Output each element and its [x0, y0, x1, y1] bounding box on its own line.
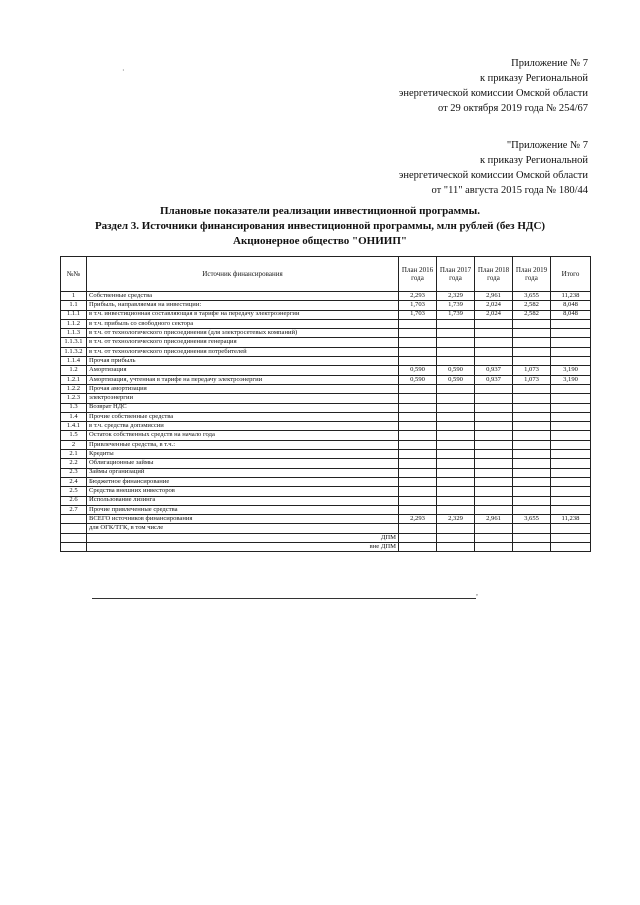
row-plan-2018 — [475, 394, 513, 403]
row-number: 1.2.3 — [61, 394, 87, 403]
row-total: 11,238 — [551, 515, 591, 524]
row-plan-2016 — [399, 431, 437, 440]
row-source-name: Кредиты — [87, 450, 399, 459]
row-plan-2018 — [475, 459, 513, 468]
row-plan-2019 — [513, 422, 551, 431]
scan-speck: , — [476, 588, 478, 597]
row-plan-2019 — [513, 338, 551, 347]
row-plan-2017 — [437, 440, 475, 449]
table-row — [61, 338, 591, 347]
row-plan-2017: 0,590 — [437, 366, 475, 375]
table-row — [61, 543, 591, 552]
row-plan-2016 — [399, 496, 437, 505]
header-line: к приказу Региональной — [479, 155, 588, 166]
row-plan-2017: 2,329 — [437, 292, 475, 301]
row-number: 1.5 — [61, 431, 87, 440]
header-line: от 29 октября 2019 года № 254/67 — [437, 103, 588, 114]
row-number: 1.1.1 — [61, 310, 87, 319]
section-title: Раздел 3. Источники финансирования инвестиционной программы, млн рублей (без НДС) — [94, 220, 546, 232]
row-plan-2017 — [437, 450, 475, 459]
row-plan-2019 — [513, 496, 551, 505]
row-plan-2019 — [513, 459, 551, 468]
row-plan-2018 — [475, 338, 513, 347]
row-source-name: Прибыль, направляемая на инвестиции: — [87, 301, 399, 310]
row-plan-2017 — [437, 543, 475, 552]
row-plan-2018 — [475, 347, 513, 356]
row-total: 11,238 — [551, 292, 591, 301]
row-plan-2017 — [437, 412, 475, 421]
row-plan-2016: 0,590 — [399, 375, 437, 384]
col-header-plan-2017: План 2017 года — [437, 257, 475, 292]
col-header-plan-2018: План 2018 года — [475, 257, 513, 292]
row-plan-2019 — [513, 319, 551, 328]
row-plan-2016 — [399, 422, 437, 431]
row-number: 2.4 — [61, 477, 87, 486]
table-row — [61, 496, 591, 505]
row-source-name: Остаток собственных средств на начало года — [87, 431, 399, 440]
row-plan-2018 — [475, 496, 513, 505]
row-plan-2018 — [475, 505, 513, 514]
row-source-name: в т.ч. от технологического присоединения (для электросетевых компаний) — [87, 329, 399, 338]
row-total — [551, 533, 591, 542]
row-plan-2018 — [475, 524, 513, 533]
row-plan-2019 — [513, 412, 551, 421]
row-number: 1.1.2 — [61, 319, 87, 328]
header-line: от "11" августа 2015 года № 180/44 — [431, 185, 588, 196]
table-row — [61, 422, 591, 431]
table-row — [61, 375, 591, 384]
row-plan-2017 — [437, 505, 475, 514]
table-row — [61, 468, 591, 477]
row-total: 8,048 — [551, 310, 591, 319]
row-total — [551, 440, 591, 449]
appendix-header-current — [399, 56, 588, 116]
col-header-plan-2016: План 2016 года — [399, 257, 437, 292]
row-source-name: Амортизация — [87, 366, 399, 375]
table-row — [61, 329, 591, 338]
row-total — [551, 394, 591, 403]
table-row — [61, 412, 591, 421]
row-source-name: электроэнергии — [87, 394, 399, 403]
row-plan-2016 — [399, 347, 437, 356]
row-plan-2017 — [437, 431, 475, 440]
row-number: 1.1.3.2 — [61, 347, 87, 356]
row-number: 1.4 — [61, 412, 87, 421]
row-plan-2017: 2,329 — [437, 515, 475, 524]
table-row — [61, 357, 591, 366]
row-number: 2.2 — [61, 459, 87, 468]
row-plan-2017 — [437, 384, 475, 393]
row-plan-2019 — [513, 524, 551, 533]
row-number: 1.2.1 — [61, 375, 87, 384]
row-plan-2017 — [437, 496, 475, 505]
row-plan-2016 — [399, 468, 437, 477]
row-plan-2016 — [399, 338, 437, 347]
row-number — [61, 524, 87, 533]
row-number: 1.1.3.1 — [61, 338, 87, 347]
company-name: Акционерное общество "ОНИИП" — [233, 235, 407, 247]
row-plan-2017 — [437, 422, 475, 431]
row-plan-2018 — [475, 533, 513, 542]
row-plan-2018: 0,937 — [475, 375, 513, 384]
row-plan-2017 — [437, 319, 475, 328]
row-total — [551, 459, 591, 468]
row-plan-2016 — [399, 319, 437, 328]
row-source-name: Прочая амортизация — [87, 384, 399, 393]
header-line: "Приложение № 7 — [506, 140, 588, 151]
table-row — [61, 524, 591, 533]
row-plan-2019 — [513, 347, 551, 356]
row-number: 2.1 — [61, 450, 87, 459]
row-source-name: для ОГК/ТГК, в том числе — [87, 524, 399, 533]
row-plan-2018 — [475, 477, 513, 486]
row-source-name: в т.ч. прибыль со свободного сектора — [87, 319, 399, 328]
row-plan-2016 — [399, 384, 437, 393]
table-row — [61, 366, 591, 375]
row-plan-2019: 3,655 — [513, 292, 551, 301]
row-number: 2.7 — [61, 505, 87, 514]
row-plan-2018 — [475, 450, 513, 459]
row-source-name: Амортизация, учтенная в тарифе на передачу электроэнергии — [87, 375, 399, 384]
row-plan-2018 — [475, 422, 513, 431]
col-header-total: Итого — [551, 257, 591, 292]
row-plan-2019 — [513, 329, 551, 338]
row-number: 1.1.3 — [61, 329, 87, 338]
row-plan-2017 — [437, 468, 475, 477]
table-row — [61, 431, 591, 440]
row-plan-2018 — [475, 543, 513, 552]
row-source-name: Займы организаций — [87, 468, 399, 477]
row-total — [551, 431, 591, 440]
row-total: 3,190 — [551, 366, 591, 375]
header-line: к приказу Региональной — [479, 73, 588, 84]
row-plan-2018 — [475, 403, 513, 412]
row-total — [551, 505, 591, 514]
row-plan-2016 — [399, 459, 437, 468]
row-total — [551, 338, 591, 347]
row-plan-2019: 1,073 — [513, 375, 551, 384]
row-total — [551, 319, 591, 328]
row-plan-2016: 1,703 — [399, 301, 437, 310]
row-plan-2017 — [437, 477, 475, 486]
row-number: 1.2 — [61, 366, 87, 375]
row-plan-2019: 2,582 — [513, 310, 551, 319]
row-plan-2018 — [475, 468, 513, 477]
row-number: 2 — [61, 440, 87, 449]
row-plan-2016: 2,293 — [399, 292, 437, 301]
row-number: 1.1.4 — [61, 357, 87, 366]
row-total — [551, 422, 591, 431]
row-plan-2017 — [437, 338, 475, 347]
table-row — [61, 292, 591, 301]
row-total — [551, 412, 591, 421]
table-row — [61, 310, 591, 319]
row-plan-2019: 2,582 — [513, 301, 551, 310]
row-plan-2019 — [513, 440, 551, 449]
row-total — [551, 468, 591, 477]
row-plan-2016 — [399, 543, 437, 552]
row-plan-2019 — [513, 477, 551, 486]
col-header-number: №№ — [61, 257, 87, 292]
row-plan-2019 — [513, 450, 551, 459]
table-row — [61, 384, 591, 393]
table-row — [61, 394, 591, 403]
row-number — [61, 543, 87, 552]
row-plan-2019 — [513, 394, 551, 403]
col-header-plan-2019: План 2019 года — [513, 257, 551, 292]
row-total: 8,048 — [551, 301, 591, 310]
row-plan-2016: 2,293 — [399, 515, 437, 524]
table-row — [61, 505, 591, 514]
row-plan-2016 — [399, 505, 437, 514]
row-source-name: Прочая прибыль — [87, 357, 399, 366]
row-plan-2018 — [475, 487, 513, 496]
row-source-name: Использование лизинга — [87, 496, 399, 505]
row-plan-2018 — [475, 319, 513, 328]
row-source-name: Средства внешних инвесторов — [87, 487, 399, 496]
row-number: 2.6 — [61, 496, 87, 505]
row-number — [61, 533, 87, 542]
row-source-name: в т.ч. от технологического присоединения генерация — [87, 338, 399, 347]
row-total: 3,190 — [551, 375, 591, 384]
row-plan-2019 — [513, 384, 551, 393]
row-plan-2018 — [475, 329, 513, 338]
row-plan-2017 — [437, 329, 475, 338]
table-row — [61, 301, 591, 310]
row-plan-2019: 3,655 — [513, 515, 551, 524]
row-plan-2019 — [513, 533, 551, 542]
row-plan-2016 — [399, 533, 437, 542]
header-line: энергетической комиссии Омской области — [398, 170, 588, 181]
row-total — [551, 347, 591, 356]
row-plan-2017 — [437, 533, 475, 542]
row-source-name: Прочие привлеченные средства — [87, 505, 399, 514]
row-source-name: Привлеченные средства, в т.ч.: — [87, 440, 399, 449]
row-plan-2016: 0,590 — [399, 366, 437, 375]
signature-line — [92, 598, 476, 599]
row-plan-2018 — [475, 440, 513, 449]
row-plan-2016 — [399, 440, 437, 449]
row-plan-2019 — [513, 403, 551, 412]
table-body — [61, 292, 591, 552]
row-plan-2016: 1,703 — [399, 310, 437, 319]
row-number: 1.2.2 — [61, 384, 87, 393]
table-row — [61, 533, 591, 542]
row-plan-2019 — [513, 357, 551, 366]
table-row — [61, 487, 591, 496]
document-title: Плановые показатели реализации инвестиционной программы. — [159, 205, 481, 217]
scan-speck: · — [122, 66, 125, 75]
row-plan-2016 — [399, 450, 437, 459]
row-plan-2018: 2,961 — [475, 292, 513, 301]
row-number: 2.5 — [61, 487, 87, 496]
row-source-name: Возврат НДС — [87, 403, 399, 412]
row-source-name: Облигационные займы — [87, 459, 399, 468]
row-total — [551, 450, 591, 459]
row-plan-2018 — [475, 412, 513, 421]
row-plan-2017 — [437, 403, 475, 412]
table-row — [61, 450, 591, 459]
row-plan-2018 — [475, 357, 513, 366]
row-source-name: в т.ч. средства допэмиссии — [87, 422, 399, 431]
table-row — [61, 403, 591, 412]
row-plan-2019: 1,073 — [513, 366, 551, 375]
row-plan-2018: 2,961 — [475, 515, 513, 524]
row-plan-2019 — [513, 487, 551, 496]
row-total — [551, 477, 591, 486]
row-source-name: вне ДПМ — [87, 543, 399, 552]
row-plan-2016 — [399, 394, 437, 403]
row-plan-2016 — [399, 329, 437, 338]
col-header-source: Источник финансирования — [87, 257, 399, 292]
row-total — [551, 329, 591, 338]
row-plan-2017 — [437, 459, 475, 468]
row-source-name: Прочие собственные средства — [87, 412, 399, 421]
row-plan-2017: 1,739 — [437, 310, 475, 319]
row-total — [551, 384, 591, 393]
row-plan-2017: 1,739 — [437, 301, 475, 310]
table-row — [61, 515, 591, 524]
row-plan-2018: 0,937 — [475, 366, 513, 375]
row-number: 1.1 — [61, 301, 87, 310]
row-plan-2018: 2,024 — [475, 301, 513, 310]
row-source-name: в т.ч. от технологического присоединения потребителей — [87, 347, 399, 356]
row-source-name: в т.ч. инвестиционная составляющая в тарифе на передачу электроэнергии — [87, 310, 399, 319]
row-total — [551, 487, 591, 496]
row-total — [551, 543, 591, 552]
row-plan-2016 — [399, 412, 437, 421]
table-row — [61, 319, 591, 328]
row-plan-2017 — [437, 357, 475, 366]
row-number: 1.4.1 — [61, 422, 87, 431]
header-line: энергетической комиссии Омской области — [398, 88, 588, 99]
row-plan-2017 — [437, 524, 475, 533]
row-plan-2017 — [437, 487, 475, 496]
row-total — [551, 524, 591, 533]
row-number: 1.3 — [61, 403, 87, 412]
table-row — [61, 347, 591, 356]
table-header-row — [61, 257, 591, 292]
row-source-name: Бюджетное финансирование — [87, 477, 399, 486]
row-plan-2018: 2,024 — [475, 310, 513, 319]
row-plan-2016 — [399, 403, 437, 412]
row-plan-2017 — [437, 394, 475, 403]
row-number — [61, 515, 87, 524]
row-source-name: Собственные средства — [87, 292, 399, 301]
financing-sources-table — [60, 256, 591, 552]
row-plan-2016 — [399, 357, 437, 366]
row-number: 1 — [61, 292, 87, 301]
row-plan-2017 — [437, 347, 475, 356]
row-total — [551, 357, 591, 366]
row-source-name: ДПМ — [87, 533, 399, 542]
row-number: 2.3 — [61, 468, 87, 477]
row-source-name: ВСЕГО источников финансирования — [87, 515, 399, 524]
row-total — [551, 496, 591, 505]
row-plan-2016 — [399, 487, 437, 496]
row-plan-2017: 0,590 — [437, 375, 475, 384]
row-plan-2019 — [513, 431, 551, 440]
row-total — [551, 403, 591, 412]
table-row — [61, 440, 591, 449]
row-plan-2019 — [513, 468, 551, 477]
appendix-header-original — [399, 138, 588, 198]
row-plan-2019 — [513, 505, 551, 514]
table-row — [61, 477, 591, 486]
table-row — [61, 459, 591, 468]
row-plan-2019 — [513, 543, 551, 552]
row-plan-2016 — [399, 524, 437, 533]
row-plan-2018 — [475, 431, 513, 440]
row-plan-2016 — [399, 477, 437, 486]
row-plan-2018 — [475, 384, 513, 393]
header-line: Приложение № 7 — [511, 58, 588, 69]
